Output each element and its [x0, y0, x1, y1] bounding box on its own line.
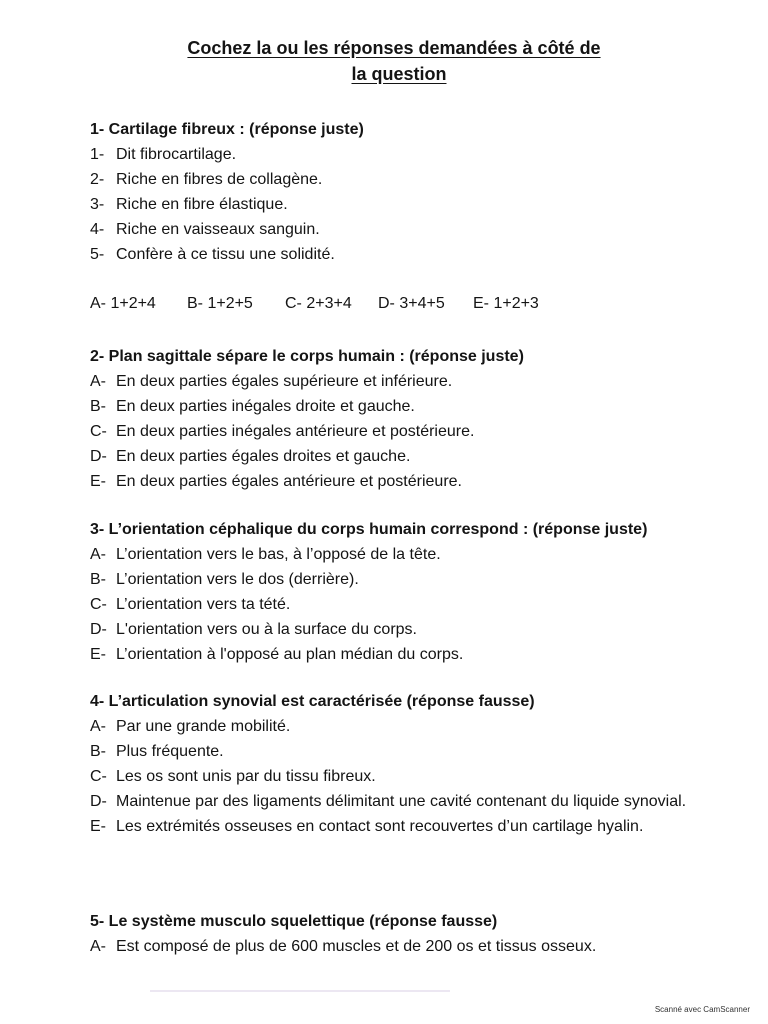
option-row[interactable] — [90, 934, 710, 959]
option-text: Confère à ce tissu une solidité. — [116, 246, 335, 263]
camscanner-watermark: Scanné avec CamScanner — [654, 1005, 750, 1014]
option-key: D- — [90, 621, 107, 638]
option-text: Les extrémités osseuses en contact sont recouvertes d’un cartilage hyalin. — [116, 818, 644, 835]
option-key: 4- — [90, 221, 105, 238]
option-key: 1- — [90, 146, 105, 163]
combo-c[interactable]: C- 2+3+4 — [285, 295, 352, 312]
option-key: E- — [90, 818, 106, 835]
option-text: L’orientation vers ta tété. — [116, 596, 291, 613]
option-text: Maintenue par des ligaments délimitant une cavité contenant du liquide synovial. — [116, 793, 687, 810]
option-key: 2- — [90, 171, 105, 188]
option-row[interactable] — [90, 617, 710, 642]
combo-a[interactable]: A- 1+2+4 — [90, 295, 156, 312]
question-3 — [90, 518, 710, 667]
option-key: A- — [90, 546, 106, 563]
option-row[interactable] — [90, 542, 710, 567]
option-text: Dit fibrocartilage. — [116, 146, 237, 163]
combo-d[interactable]: D- 3+4+5 — [378, 295, 445, 312]
option-text: Les os sont unis par du tissu fibreux. — [116, 768, 376, 785]
option-row[interactable] — [90, 419, 710, 444]
option-key: A- — [90, 938, 106, 955]
option-key: B- — [90, 743, 106, 760]
question-4-title: 4- L’articulation synovial est caractérisée (réponse fausse) — [90, 693, 535, 710]
option-text: En deux parties égales antérieure et postérieure. — [116, 473, 462, 490]
option-text: Par une grande mobilité. — [116, 718, 291, 735]
option-text: En deux parties inégales droite et gauche. — [116, 398, 415, 415]
option-key: D- — [90, 448, 107, 465]
option-row[interactable] — [90, 592, 710, 617]
question-4 — [90, 690, 710, 839]
option-row[interactable] — [90, 739, 710, 764]
page-title-line2: la question — [351, 64, 447, 84]
page-title-line1: Cochez la ou les réponses demandées à côté de — [187, 38, 601, 58]
option-key: E- — [90, 646, 106, 663]
option-row[interactable] — [90, 764, 710, 789]
option-text: L’orientation vers le dos (derrière). — [116, 571, 359, 588]
option-text: Est composé de plus de 600 muscles et de 200 os et tissus osseux. — [116, 938, 597, 955]
option-text: En deux parties égales droites et gauche. — [116, 448, 411, 465]
option-text: En deux parties égales supérieure et inférieure. — [116, 373, 453, 390]
question-5-title: 5- Le système musculo squelettique (réponse fausse) — [90, 913, 498, 930]
option-text: Riche en fibres de collagène. — [116, 171, 323, 188]
option-text: Plus fréquente. — [116, 743, 224, 760]
option-key: A- — [90, 373, 106, 390]
option-row[interactable] — [90, 369, 710, 394]
option-row[interactable] — [90, 642, 710, 667]
option-row[interactable] — [90, 167, 710, 192]
combo-b[interactable]: B- 1+2+5 — [187, 295, 253, 312]
option-key: C- — [90, 768, 107, 785]
question-1-title: 1- Cartilage fibreux : (réponse juste) — [90, 121, 364, 138]
option-row[interactable] — [90, 469, 710, 494]
option-row[interactable] — [90, 714, 710, 739]
scan-artifact-line — [150, 990, 450, 992]
option-row[interactable] — [90, 814, 710, 839]
question-2-title: 2- Plan sagittale sépare le corps humain : (réponse juste) — [90, 348, 524, 365]
option-text: En deux parties inégales antérieure et postérieure. — [116, 423, 475, 440]
option-row[interactable] — [90, 567, 710, 592]
option-row[interactable] — [90, 789, 710, 814]
question-1 — [90, 118, 710, 267]
option-key: 5- — [90, 246, 105, 263]
option-key: E- — [90, 473, 106, 490]
option-key: 3- — [90, 196, 105, 213]
question-2 — [90, 345, 710, 494]
option-text: Riche en vaisseaux sanguin. — [116, 221, 320, 238]
option-key: C- — [90, 596, 107, 613]
option-row[interactable] — [90, 444, 710, 469]
option-text: L’orientation à l'opposé au plan médian du corps. — [116, 646, 464, 663]
question-5 — [90, 910, 710, 959]
option-row[interactable] — [90, 217, 710, 242]
option-key: D- — [90, 793, 107, 810]
option-row[interactable] — [90, 192, 710, 217]
option-text: L’orientation vers le bas, à l’opposé de la tête. — [116, 546, 441, 563]
option-row[interactable] — [90, 394, 710, 419]
option-row[interactable] — [90, 142, 710, 167]
option-key: C- — [90, 423, 107, 440]
question-3-title: 3- L’orientation céphalique du corps humain correspond : (réponse juste) — [90, 521, 648, 538]
option-key: B- — [90, 571, 106, 588]
option-key: A- — [90, 718, 106, 735]
option-text: Riche en fibre élastique. — [116, 196, 288, 213]
option-text: L'orientation vers ou à la surface du corps. — [116, 621, 417, 638]
combo-e[interactable]: E- 1+2+3 — [473, 295, 539, 312]
option-key: B- — [90, 398, 106, 415]
option-row[interactable] — [90, 242, 710, 267]
answer-combinations — [90, 295, 539, 313]
